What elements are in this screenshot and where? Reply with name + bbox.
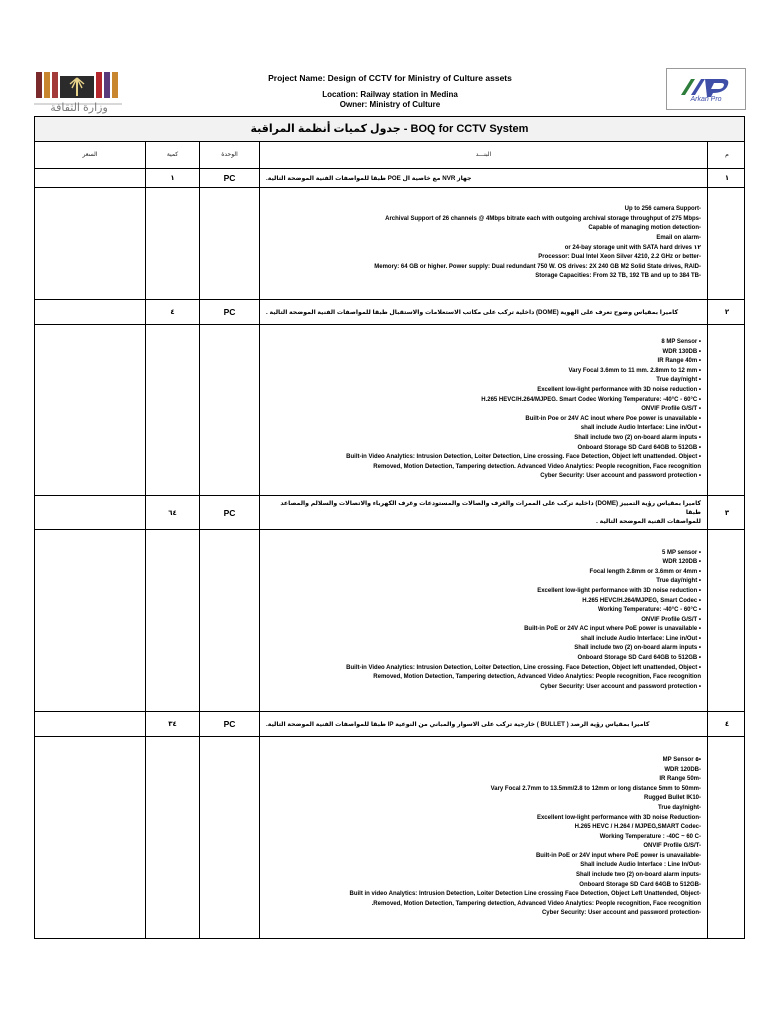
item-number: ٣ — [724, 509, 730, 517]
item-unit: PC — [200, 712, 260, 736]
spec-line: Excellent low-light performance with 3D noise reduction • — [537, 587, 701, 594]
item-number: ٤ — [724, 721, 730, 728]
spec-line: Excellent low-light performance with 3D noise reduction • — [537, 387, 701, 394]
empty-cell — [708, 737, 746, 938]
item-number: ١ — [724, 175, 730, 182]
item-price — [35, 712, 146, 736]
empty-cell — [35, 737, 146, 938]
spec-line: H.265 HEVC/H.264/MJPEG. Smart Codec Working Temperature: -40°C - 60°C • — [481, 396, 701, 403]
item-qty: ١ — [146, 169, 200, 187]
column-header-description: البنـــد — [260, 142, 708, 168]
spec-line: ONVIF Profile G/S/T • — [641, 616, 701, 623]
item-qty: ٣٤ — [146, 712, 200, 736]
spec-line: H.265 HEVC/H.264/MJPEG, Smart Codec • — [582, 597, 701, 604]
spec-line: Memory: 64 GB or higher. Power supply: Dual redundant 750 W. OS drives: 2X 240 GB M2 Solid State drives, RAID- — [374, 263, 701, 270]
spec-line: Vary Focal 3.6mm to 11 mm. 2.8mm to 12 mm • — [568, 367, 701, 374]
table-title: جدول كميات أنظمة المراقبة - BOQ for CCTV System — [35, 117, 744, 142]
table-row — [35, 712, 744, 737]
table-row — [35, 188, 744, 300]
item-specs — [260, 325, 708, 495]
spec-line: Shall include two (2) on-board alarm inputs- — [575, 872, 701, 879]
spec-line: Shall include Audio Interface : Line In/Out- — [580, 862, 701, 869]
item-specs — [260, 530, 708, 711]
item-price — [35, 300, 146, 324]
spec-line: Shall include two (2) on-board alarm inputs • — [574, 434, 701, 441]
spec-line: .Removed, Motion Detection, Tampering detection, Advanced Video Analytics: People recognition, Face recognition — [371, 900, 701, 907]
spec-line: Cyber Security: User account and password protection • — [540, 683, 701, 690]
item-title: كاميرا بمقياس رؤية الرصد ( BULLET ) خارجية تركب على الاسوار والمباني من النوعية IP طبقا للمواصفات الفنية الموضحة التالية. — [260, 712, 708, 736]
spec-line: Excellent low-light performance with 3D noise Reduction- — [536, 814, 701, 821]
item-unit: PC — [200, 496, 260, 529]
spec-line: True day/night- — [657, 804, 701, 811]
table-header-row — [35, 142, 744, 169]
spec-line: Built-in Video Analytics: Intrusion Detection, Loiter Detection, Line crossing. Face Detection, Object left unattended. Object • — [346, 454, 701, 461]
item-qty: ٦٤ — [146, 496, 200, 529]
empty-cell — [146, 737, 200, 938]
spec-line: WDR 120DB • — [662, 559, 701, 566]
spec-line: IR Range 50m- — [659, 776, 701, 783]
spec-line: Removed, Motion Detection, Tampering detection. Advanced Video Analytics: People recognition, Face recognition — [373, 463, 701, 470]
spec-line: Built-in Video Analytics: Intrusion Detection, Loiter Detection, Line crossing. Face Detection, Object left unattended, Object • — [346, 664, 701, 671]
table-row — [35, 737, 744, 938]
empty-cell — [708, 530, 746, 711]
item-qty: ٤ — [146, 300, 200, 324]
spec-line: Working Temperature : -40C ~ 60 C- — [599, 833, 701, 840]
spec-line: IR Range 40m • — [657, 358, 701, 365]
empty-cell — [708, 188, 746, 299]
empty-cell — [146, 188, 200, 299]
project-location: Location: Railway station in Medina — [322, 90, 458, 99]
project-owner: Owner: Ministry of Culture — [339, 100, 441, 109]
item-title-line: كاميرا بمقياس رؤية التمييز (DOME) داخلية تركب على الممرات والغرف والصالات والمستودعات وغرف الكهرباء والاتصالات والسلالم والمصاعد طبقا — [280, 500, 701, 516]
spec-line: WDR 130DB • — [662, 348, 701, 355]
table-row — [35, 325, 744, 496]
column-header-unit: الوحدة — [200, 142, 260, 168]
empty-cell — [35, 188, 146, 299]
spec-line: MP Sensor ٥• — [662, 756, 701, 763]
spec-line: Cyber Security: User account and password protection • — [540, 473, 701, 480]
spec-line: Focal length 2.8mm or 3.6mm or 4mm • — [589, 568, 701, 575]
spec-line: shall include Audio Interface: Line in/Out • — [580, 635, 701, 642]
arkan-pro-logo-icon — [667, 69, 745, 109]
spec-line: Rugged Bullet IK10- — [643, 795, 701, 802]
column-header-qty: كمية — [146, 142, 200, 168]
empty-cell — [200, 188, 260, 299]
item-unit: PC — [200, 169, 260, 187]
empty-cell — [200, 530, 260, 711]
item-specs — [260, 737, 708, 938]
spec-line: Capable of managing motion detection- — [588, 225, 701, 232]
item-title-line: للمواصفات الفنية الموضحة التالية . — [596, 518, 701, 525]
table-row — [35, 169, 744, 188]
empty-cell — [35, 325, 146, 495]
spec-line: 8 MP Sensor • — [661, 339, 701, 346]
spec-line: ONVIF Profile G/S/T • — [641, 406, 701, 413]
spec-line: Removed, Motion Detection, Tampering detection, Advanced Video Analytics: People recognition, Face recognition — [373, 674, 701, 681]
spec-line: Email on alarm- — [656, 234, 701, 241]
column-header-number: م — [725, 152, 729, 158]
empty-cell — [146, 325, 200, 495]
item-unit: PC — [200, 300, 260, 324]
spec-line: H.265 HEVC / H.264 / MJPEG,SMART Codec- — [574, 824, 701, 831]
item-title: كاميرا بمقياس وضوح تعرف على الهوية (DOME) داخلية تركب على مكاتب الاستعلامات والاستقبال طبقا للمواصفات الفنية الموضحة التالية . — [260, 300, 708, 324]
item-title: جهاز NVR مع خاصية ال POE طبقا للمواصفات الفنية الموضحة التالية. — [260, 169, 708, 187]
item-price — [35, 169, 146, 187]
spec-line: Onboard Storage SD Card 64GB to 512GB- — [579, 881, 701, 888]
table-row — [35, 530, 744, 712]
project-name: Project Name: Design of CCTV for Ministry of Culture assets — [268, 73, 512, 83]
column-header-price: السعر — [35, 142, 146, 168]
empty-cell — [200, 325, 260, 495]
empty-cell — [35, 530, 146, 711]
item-title — [260, 496, 708, 529]
spec-line: Processor: Dual Intel Xeon Silver 4210, 2.2 GHz or better- — [538, 254, 701, 261]
item-number: ٢ — [724, 309, 730, 316]
spec-line: shall include Audio Interface: Line in/Out • — [580, 425, 701, 432]
spec-line: Onboard Storage SD Card 64GB to 512GB • — [577, 444, 701, 451]
spec-line: Working Temperature: -40°C - 60°C • — [597, 607, 701, 614]
spec-line: Built-in PoE or 24V AC input where PoE power is unavailable • — [524, 626, 701, 633]
spec-line: 5 MP sensor • — [661, 549, 701, 556]
spec-line: Shall include two (2) on-board alarm inputs • — [574, 645, 701, 652]
empty-cell — [708, 325, 746, 495]
spec-line: Cyber Security: User account and password protection- — [541, 910, 701, 917]
arkan-pro-logo-text: Arkan Pro — [690, 96, 722, 103]
empty-cell — [200, 737, 260, 938]
spec-line: or 24-bay storage unit with SATA hard drives ١٢ — [564, 244, 701, 251]
spec-line: WDR 120DB- — [664, 766, 701, 773]
item-specs — [260, 188, 708, 299]
document-header — [34, 68, 746, 116]
table-row — [35, 496, 744, 530]
arkan-pro-logo — [666, 68, 746, 110]
empty-cell — [146, 530, 200, 711]
spec-line: Built in video Analytics: Intrusion Detection, Loiter Detection Line crossing Face Detection, Object Left Unattended, Object- — [349, 891, 701, 898]
item-price — [35, 496, 146, 529]
table-row — [35, 300, 744, 325]
spec-line: True day/night • — [656, 377, 701, 384]
spec-line: Built-in PoE or 24V input where PoE power is unavailable- — [535, 852, 701, 859]
spec-line: ONVIF Profile G/S/T- — [643, 843, 701, 850]
boq-table — [34, 116, 745, 939]
ministry-logo-text: وزارة الثقافة — [50, 102, 108, 114]
spec-line: Archival Support of 26 channels @ 4Mbps bitrate each with outgoing archival storage throughput of 275 Mbps- — [385, 215, 701, 222]
spec-line: Vary Focal 2.7mm to 13.5mm/2.8 to 12mm or long distance 5mm to 50mm- — [490, 785, 701, 792]
spec-line: Storage Capacities: From 32 TB, 192 TB and up to 384 TB- — [535, 273, 701, 280]
spec-line: Onboard Storage SD Card 64GB to 512GB • — [577, 655, 701, 662]
spec-line: True day/night • — [656, 578, 701, 585]
spec-line: Up to 256 camera Support- — [624, 206, 701, 213]
spec-line: Built-in Poe or 24V AC inout where Poe power is unavailable • — [525, 415, 701, 422]
